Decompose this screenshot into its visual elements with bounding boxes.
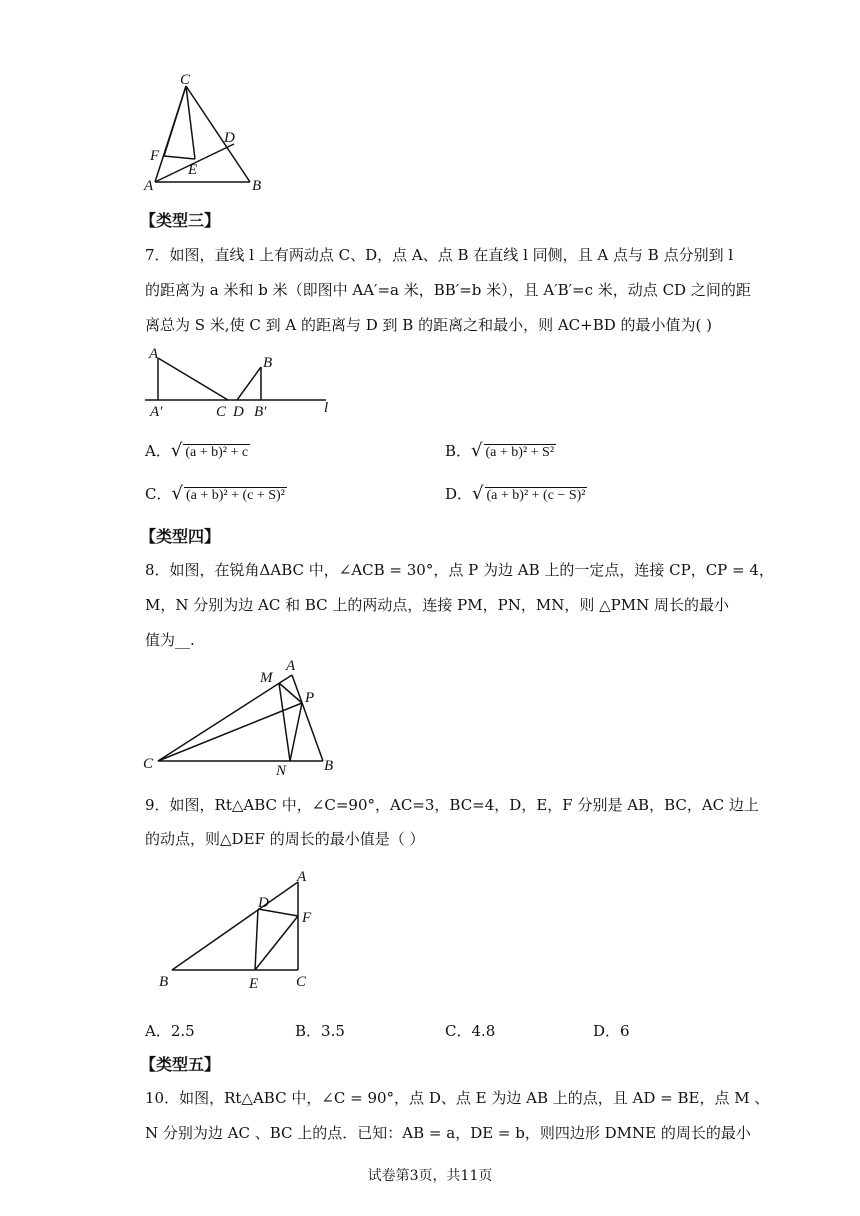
figure-triangle-def: [140, 70, 270, 195]
q10-line-2: N 分别为边 AC 、BC 上的点．已知：AB = a，DE = b，则四边形 DMNE 的周长的最小: [145, 1124, 751, 1142]
section-type-4: 【类型四】: [140, 527, 221, 546]
q7-option-d-label: D．: [445, 485, 473, 503]
sqrt-icon: √: [472, 483, 484, 504]
q7-line-3: 离总为 S 米,使 C 到 A 的距离与 D 到 B 的距离之和最小，则 AC+BD 的最小值为( ): [145, 316, 713, 334]
q9-option-b: B．3.5: [295, 1022, 345, 1040]
q8-label-c: C: [143, 756, 154, 772]
q7-label-l: l: [324, 400, 329, 416]
page-footer: 试卷第3页，共11页: [367, 1168, 493, 1184]
q7-option-a: [145, 440, 250, 461]
q7-option-c-expr: (a + b)² + (c + S)²: [185, 488, 285, 503]
q9-label-a: A: [297, 869, 307, 885]
label-a: A: [144, 178, 154, 194]
sqrt-icon: √: [171, 483, 183, 504]
q9-label-b: B: [159, 974, 169, 990]
q7-option-d: [445, 483, 587, 504]
section-type-3: 【类型三】: [140, 211, 221, 230]
q7-label-b: B: [263, 355, 273, 371]
q9-option-a: A．2.5: [145, 1022, 195, 1040]
q7-option-a-expr: (a + b)² + c: [185, 445, 249, 460]
figure-q8: [140, 650, 350, 785]
q7-label-c: C: [216, 404, 227, 420]
q7-option-b: [445, 440, 556, 461]
q9-label-f: F: [302, 910, 312, 926]
q7-option-c: [145, 483, 287, 504]
q7-line-1: 7．如图，直线 l 上有两动点 C、D，点 A、点 B 在直线 l 同侧，且 A 点与 B 点分别到 l: [145, 246, 734, 264]
label-f: F: [150, 148, 160, 164]
q8-label-n: N: [276, 763, 287, 779]
section-type-5: 【类型五】: [140, 1055, 221, 1074]
q7-label-a: A: [149, 346, 159, 362]
q9-label-e: E: [249, 976, 259, 992]
q8-label-p: P: [305, 690, 315, 706]
q9-line-2: 的动点，则△DEF 的周长的最小值是（ ）: [145, 830, 425, 848]
q8-label-a: A: [286, 658, 296, 674]
q8-label-m: M: [260, 670, 273, 686]
q7-option-b-label: B．: [445, 442, 472, 460]
figure-q9: [150, 868, 320, 993]
sqrt-icon: √: [170, 440, 183, 461]
sqrt-icon: √: [471, 440, 483, 461]
q9-option-d: D．6: [593, 1022, 630, 1040]
q8-line-1: 8．如图，在锐角ΔABC 中，∠ACB = 30°，点 P 为边 AB 上的一定点，连接 CP，CP = 4，: [145, 561, 774, 579]
q7-option-b-expr: (a + b)² + S²: [485, 445, 555, 460]
q9-option-c: C．4.8: [445, 1022, 496, 1040]
q7-option-d-expr: (a + b)² + (c − S)²: [486, 488, 586, 503]
label-d: D: [224, 130, 235, 146]
q8-label-b: B: [324, 758, 334, 774]
figure-q7: [140, 340, 340, 420]
label-c: C: [180, 72, 191, 88]
q9-label-d: D: [258, 895, 269, 911]
q7-option-a-label: A．: [145, 442, 171, 460]
q7-option-c-label: C．: [145, 485, 172, 503]
q9-line-1: 9．如图，Rt△ABC 中，∠C=90°，AC=3，BC=4，D，E，F 分别是 AB，BC，AC 边上: [145, 796, 759, 814]
q7-label-d: D: [233, 404, 244, 420]
q8-line-2: M，N 分别为边 AC 和 BC 上的两动点，连接 PM，PN，MN，则 △PMN 周长的最小: [145, 596, 729, 614]
label-b: B: [252, 178, 262, 194]
q7-line-2: 的距离为 a 米和 b 米（即图中 AA′=a 米，BB′=b 米），且 A′B′=c 米，动点 CD 之间的距: [145, 281, 751, 299]
label-e: E: [188, 162, 198, 178]
q9-label-c: C: [296, 974, 307, 990]
q8-line-3: 值为__.: [145, 631, 195, 649]
q10-line-1: 10．如图，Rt△ABC 中，∠C = 90°，点 D、点 E 为边 AB 上的点，且 AD = BE，点 M 、: [145, 1089, 770, 1107]
q7-label-b-prime: B′: [254, 404, 267, 420]
q7-label-a-prime: A′: [150, 404, 163, 420]
